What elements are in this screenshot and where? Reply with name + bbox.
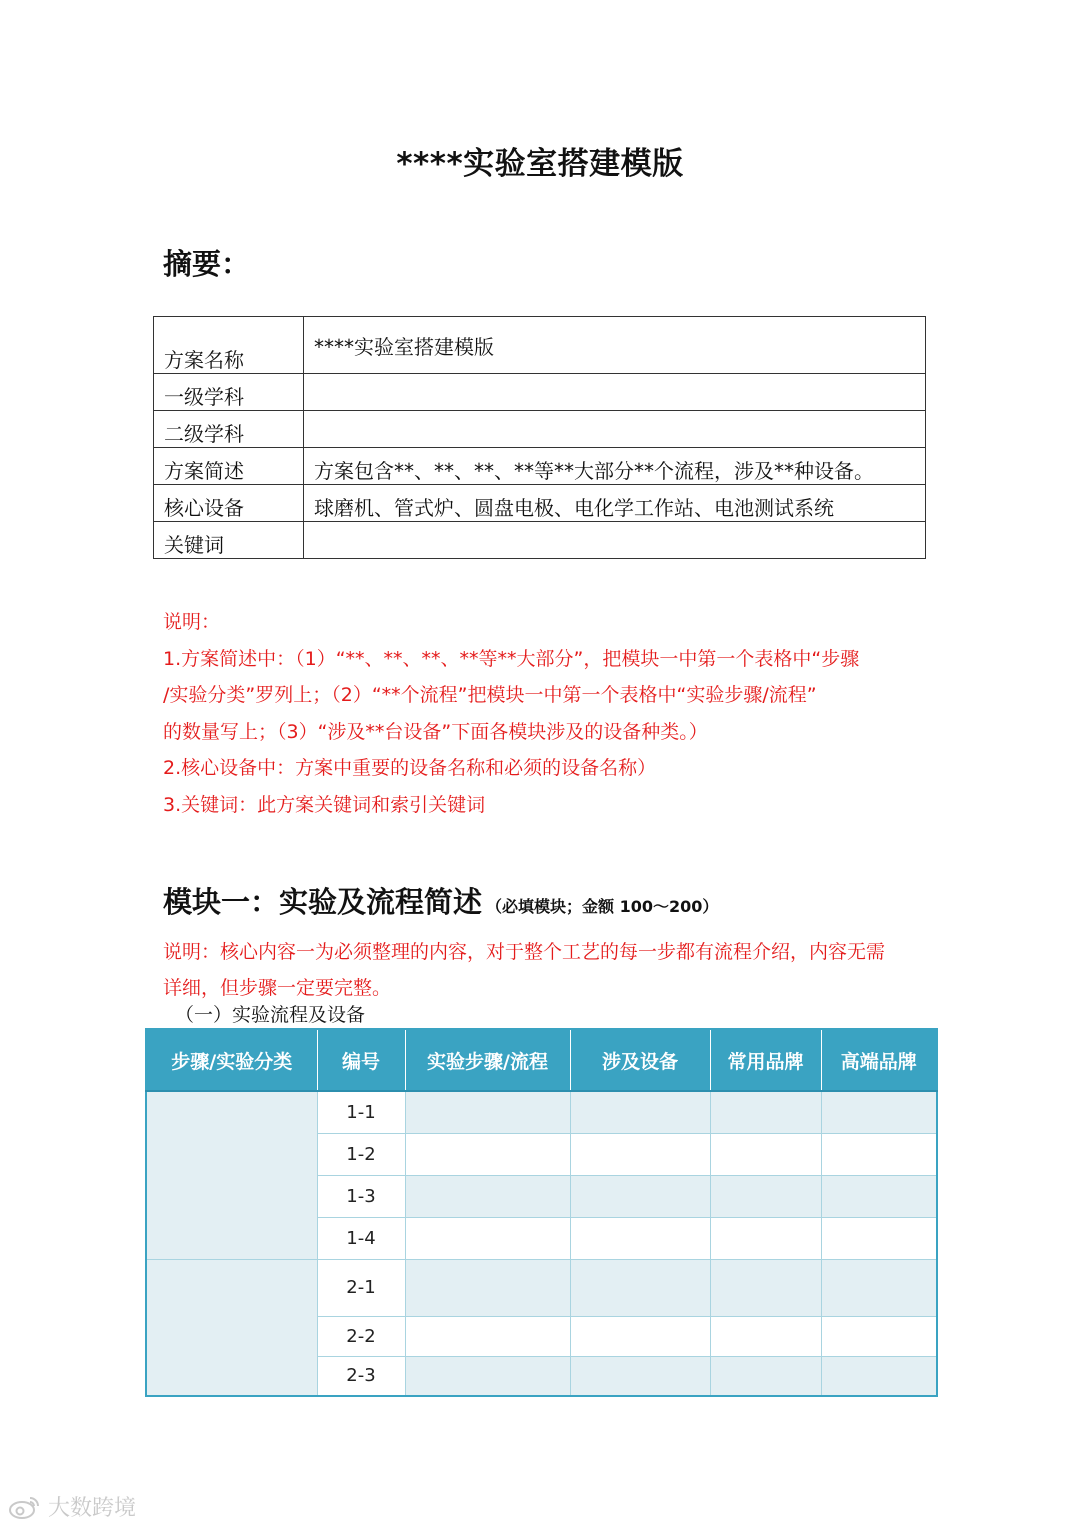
- table-cell: [710, 1316, 821, 1356]
- field-value: [304, 522, 926, 559]
- field-value: [304, 374, 926, 411]
- table-cell: [710, 1356, 821, 1396]
- table-row: [154, 317, 926, 374]
- table-cell: [570, 1259, 710, 1316]
- table-cell: [821, 1356, 937, 1396]
- module-title: 模块一：实验及流程简述: [163, 885, 483, 919]
- step-number: 1-3: [317, 1175, 405, 1217]
- field-value: 球磨机、管式炉、圆盘电极、电化学工作站、电池测试系统: [304, 485, 926, 522]
- table-cell: [405, 1133, 570, 1175]
- field-label: 二级学科: [154, 411, 304, 448]
- field-label: 一级学科: [154, 374, 304, 411]
- table-cell: [821, 1259, 937, 1316]
- module-subtitle: （必填模块；金额 100～200）: [486, 897, 719, 916]
- table-cell: [405, 1356, 570, 1396]
- table-row: [154, 374, 926, 411]
- module-note: [163, 934, 933, 1006]
- table-cell: [405, 1175, 570, 1217]
- step-number: 2-1: [317, 1259, 405, 1316]
- table-cell: [570, 1175, 710, 1217]
- weibo-logo-icon: [8, 1494, 42, 1520]
- table-cell: [710, 1175, 821, 1217]
- table-row: [146, 1259, 937, 1316]
- table-cell: [570, 1091, 710, 1133]
- column-header: 常用品牌: [710, 1029, 821, 1091]
- note-line: /实验分类”罗列上；（2）“**个流程”把模块一中第一个表格中“实验步骤/流程”: [163, 684, 817, 706]
- table-row: [154, 411, 926, 448]
- document-title: ****实验室搭建模版: [396, 146, 684, 182]
- section-label: （一）实验流程及设备: [175, 1004, 366, 1026]
- note-line: 3.关键词：此方案关键词和索引关键词: [163, 793, 486, 816]
- table-cell: [405, 1259, 570, 1316]
- watermark: [8, 1491, 136, 1522]
- category-cell: [146, 1091, 317, 1259]
- note-line: 详细，但步骤一定要完整。: [163, 977, 392, 999]
- field-label: 关键词: [154, 522, 304, 559]
- watermark-text: 大数跨境: [48, 1496, 137, 1521]
- table-cell: [710, 1091, 821, 1133]
- table-cell: [570, 1217, 710, 1259]
- step-number: 2-3: [317, 1356, 405, 1396]
- note-line: 说明：: [163, 611, 221, 633]
- table-cell: [710, 1217, 821, 1259]
- field-label: 方案名称: [154, 317, 304, 374]
- table-cell: [821, 1316, 937, 1356]
- table-cell: [405, 1316, 570, 1356]
- summary-table: [153, 316, 926, 559]
- field-label: 核心设备: [154, 485, 304, 522]
- step-number: 2-2: [317, 1316, 405, 1356]
- table-cell: [710, 1259, 821, 1316]
- table-cell: [821, 1217, 937, 1259]
- note-line: 1.方案简述中：（1）“**、**、**、**等**大部分”，把模块一中第一个表格中“步骤: [163, 647, 860, 670]
- table-cell: [821, 1175, 937, 1217]
- abstract-heading: 摘要：: [163, 247, 251, 281]
- field-value: [304, 411, 926, 448]
- column-header: 实验步骤/流程: [405, 1029, 570, 1091]
- field-label: 方案简述: [154, 448, 304, 485]
- table-cell: [570, 1316, 710, 1356]
- category-cell: [146, 1259, 317, 1396]
- column-header: 步骤/实验分类: [146, 1029, 317, 1091]
- field-value: 方案包含**、**、**、**等**大部分**个流程，涉及**种设备。: [304, 448, 926, 485]
- table-cell: [821, 1133, 937, 1175]
- table-row: [146, 1091, 937, 1133]
- table-row: [154, 448, 926, 485]
- note-line: 说明：核心内容一为必须整理的内容，对于整个工艺的每一步都有流程介绍，内容无需: [163, 941, 886, 963]
- table-header-row: [146, 1029, 937, 1091]
- column-header: 编号: [317, 1029, 405, 1091]
- step-number: 1-4: [317, 1217, 405, 1259]
- table-cell: [710, 1133, 821, 1175]
- step-number: 1-2: [317, 1133, 405, 1175]
- instructions-note: [163, 604, 933, 823]
- note-line: 的数量写上；（3）“涉及**台设备”下面各模块涉及的设备种类。）: [163, 720, 708, 743]
- field-value: ****实验室搭建模版: [304, 317, 926, 374]
- module-heading: [163, 880, 718, 921]
- table-cell: [405, 1217, 570, 1259]
- table-cell: [570, 1356, 710, 1396]
- table-cell: [570, 1133, 710, 1175]
- table-row: [154, 485, 926, 522]
- table-row: [154, 522, 926, 559]
- note-line: 2.核心设备中：方案中重要的设备名称和必须的设备名称）: [163, 757, 657, 779]
- step-number: 1-1: [317, 1091, 405, 1133]
- column-header: 涉及设备: [570, 1029, 710, 1091]
- table-cell: [405, 1091, 570, 1133]
- column-header: 高端品牌: [821, 1029, 937, 1091]
- table-cell: [821, 1091, 937, 1133]
- process-table: [145, 1028, 938, 1397]
